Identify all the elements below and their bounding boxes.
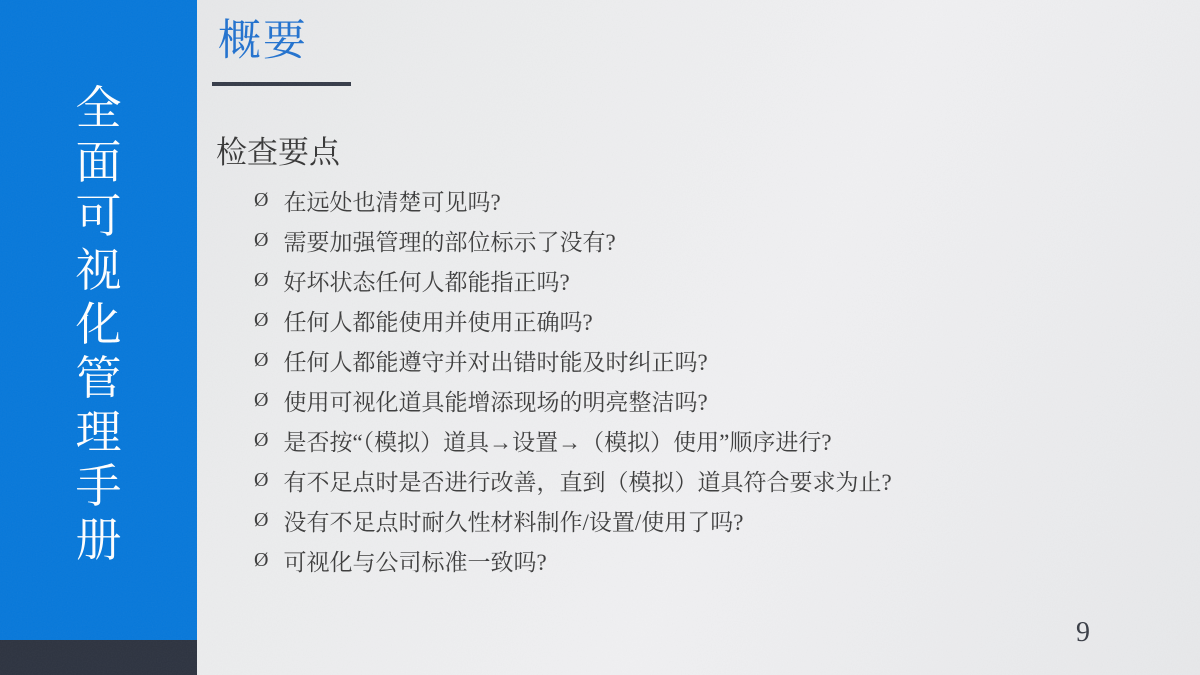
checklist (254, 180, 1154, 580)
checklist-item-text: 有不足点时是否进行改善，直到（模拟）道具符合要求为止? (283, 469, 892, 495)
checklist-item (254, 420, 1154, 460)
sidebar-title-char: 手 (75, 461, 122, 512)
checklist-item-text: 可视化与公司标准一致吗? (283, 549, 547, 575)
sidebar-vertical-title (0, 83, 197, 566)
sidebar (0, 0, 197, 640)
sidebar-title-char: 理 (75, 407, 122, 458)
checklist-item (254, 460, 1154, 500)
bullet-glyph: Ø (254, 468, 269, 491)
bullet-glyph: Ø (254, 188, 269, 211)
checklist-item (254, 500, 1154, 540)
sidebar-title-char: 可 (75, 191, 122, 242)
bullet-glyph: Ø (254, 308, 269, 331)
checklist-item (254, 220, 1154, 260)
checklist-item (254, 540, 1154, 580)
checklist-item (254, 340, 1154, 380)
bullet-glyph: Ø (254, 388, 269, 411)
section-heading: 检查要点 (216, 135, 340, 170)
checklist-item (254, 180, 1154, 220)
bullet-glyph: Ø (254, 508, 269, 531)
checklist-item (254, 260, 1154, 300)
bullet-glyph: Ø (254, 228, 269, 251)
checklist-item-text: 需要加强管理的部位标示了没有? (283, 229, 616, 255)
checklist-item-text: 在远处也清楚可见吗? (283, 189, 501, 215)
sidebar-title-char: 面 (75, 137, 122, 188)
sidebar-title-char: 册 (75, 515, 122, 566)
page-number: 9 (1076, 617, 1090, 648)
checklist-item-text: 没有不足点时耐久性材料制作/设置/使用了吗? (283, 509, 744, 535)
checklist-item-text: 任何人都能使用并使用正确吗? (283, 309, 593, 335)
sidebar-title-char: 全 (75, 83, 122, 134)
checklist-item (254, 380, 1154, 420)
checklist-item-text: 任何人都能遵守并对出错时能及时纠正吗? (283, 349, 708, 375)
sidebar-title-char: 化 (75, 299, 122, 350)
bullet-glyph: Ø (254, 348, 269, 371)
checklist-item-text: 是否按“（模拟）道具→设置→（模拟）使用”顺序进行? (283, 429, 832, 455)
checklist-item-text: 使用可视化道具能增添现场的明亮整洁吗? (283, 389, 708, 415)
title-underline (212, 82, 351, 86)
bullet-glyph: Ø (254, 548, 269, 571)
sidebar-footer-block (0, 640, 197, 675)
checklist-item (254, 300, 1154, 340)
checklist-item-text: 好坏状态任何人都能指正吗? (283, 269, 570, 295)
bullet-glyph: Ø (254, 428, 269, 451)
slide-title: 概要 (218, 18, 308, 65)
sidebar-title-char: 视 (75, 245, 122, 296)
bullet-glyph: Ø (254, 268, 269, 291)
sidebar-title-char: 管 (75, 353, 122, 404)
